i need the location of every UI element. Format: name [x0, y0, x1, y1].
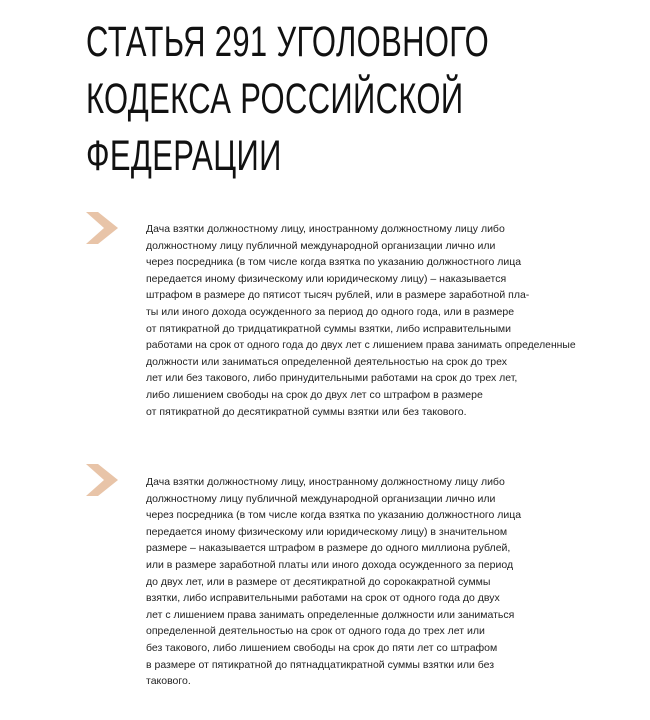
paragraph-line: Дача взятки должностному лицу, иностранному должностному лицу либо: [146, 223, 505, 235]
paragraph-line: в размере от пятикратной до пятнадцатикратной суммы взятки или без: [146, 658, 495, 671]
paragraph-line: без такового, либо лишением свободы на срок до пяти лет со штрафом: [146, 641, 498, 654]
paragraph-line: либо лишением свободы на срок до двух лет со штрафом в размере: [146, 388, 483, 401]
paragraph-line: работами на срок от одного года до двух лет с лишением права занимать определенные: [146, 339, 576, 352]
paragraph-article-part-2: [146, 474, 566, 690]
chevron-right-icon: [84, 462, 120, 498]
paragraph-line: должностному лицу публичной международной организации лично или: [146, 492, 496, 505]
paragraph-line: взятки, либо исправительными работами на срок от одного года до двух: [146, 592, 500, 605]
paragraph-line: через посредника (в том числе когда взятка по указанию должностного лица: [146, 256, 522, 269]
paragraph-line: лет с лишением права занимать определенные должности или заниматься: [146, 608, 515, 621]
paragraph-line: от пятикратной до тридцатикратной суммы взятки, либо исправительными: [146, 322, 511, 335]
paragraph-line: должностному лицу публичной международной организации лично или: [146, 239, 496, 252]
title-line: СТАТЬЯ 291 УГОЛОВНОГО: [86, 18, 490, 66]
paragraph-line: лет или без такового, либо принудительными работами на срок до трех лет,: [146, 372, 518, 385]
paragraph-line: штрафом в размере до пятисот тысяч рублей, или в размере заработной пла-: [146, 289, 530, 302]
paragraph-line: до двух лет, или в размере от десятикратной до сорокакратной суммы: [146, 575, 491, 588]
paragraph-line: передается иному физическому или юридическому лицу) – наказывается: [146, 272, 507, 285]
chevron-right-icon-shape: [84, 462, 120, 498]
page-title: [86, 14, 490, 185]
paragraph-article-part-1: [146, 221, 576, 420]
chevron-right-icon-shape: [84, 210, 120, 246]
paragraph-line: ты или иного дохода осужденного за период до одного года, или в размере: [146, 305, 515, 318]
chevron-right-icon: [84, 210, 120, 246]
paragraph-line: от пятикратной до десятикратной суммы взятки или без такового.: [146, 405, 467, 418]
paragraph-line: такового.: [146, 675, 191, 688]
paragraph-line: должности или заниматься определенной деятельностью на срок до трех: [146, 355, 507, 368]
paragraph-line: передается иному физическому или юридическому лицу) в значительном: [146, 525, 508, 538]
paragraph-line: или в размере заработной платы или иного дохода осужденного за период: [146, 558, 514, 571]
paragraph-line: размере – наказывается штрафом в размере до одного миллиона рублей,: [146, 542, 511, 555]
title-line: ФЕДЕРАЦИИ: [86, 132, 282, 180]
title-line: КОДЕКСА РОССИЙСКОЙ: [86, 75, 464, 123]
paragraph-line: определенной деятельностью на срок от одного года до трех лет или: [146, 625, 485, 638]
paragraph-line: Дача взятки должностному лицу, иностранному должностному лицу либо: [146, 476, 505, 488]
paragraph-line: через посредника (в том числе когда взятка по указанию должностного лица: [146, 509, 522, 522]
